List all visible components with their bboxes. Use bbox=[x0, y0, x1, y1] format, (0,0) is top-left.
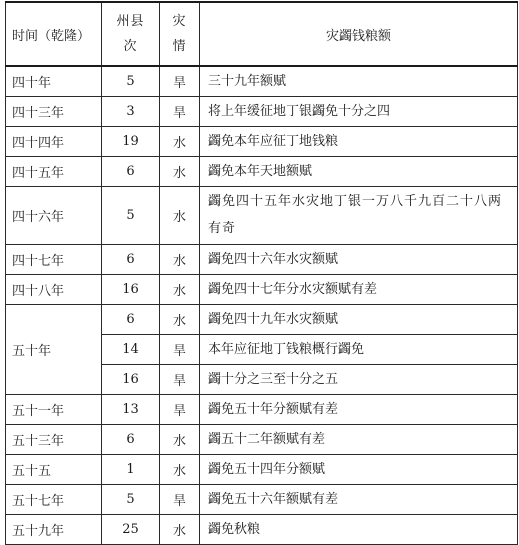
cell-time: 四十三年 bbox=[6, 96, 102, 126]
table-row bbox=[6, 424, 518, 454]
cell-desc: 蠲免五十年分额赋有差 bbox=[200, 394, 518, 424]
cell-time: 五十五 bbox=[6, 454, 102, 484]
cell-type: 旱 bbox=[160, 66, 200, 96]
table-row bbox=[6, 304, 518, 334]
cell-desc: 蠲十分之三至十分之五 bbox=[200, 364, 518, 394]
cell-count: 19 bbox=[102, 126, 160, 156]
cell-count: 6 bbox=[102, 244, 160, 274]
cell-time: 五十七年 bbox=[6, 484, 102, 514]
table-row bbox=[6, 186, 518, 244]
table-row bbox=[6, 96, 518, 126]
table-row bbox=[6, 514, 518, 544]
cell-count: 13 bbox=[102, 394, 160, 424]
cell-desc: 蠲免四十七年分水灾额赋有差 bbox=[200, 274, 518, 304]
cell-time: 四十五年 bbox=[6, 156, 102, 186]
header-county-count bbox=[102, 2, 160, 66]
cell-time: 五十年 bbox=[6, 304, 102, 394]
table-row bbox=[6, 126, 518, 156]
cell-time: 四十七年 bbox=[6, 244, 102, 274]
cell-count: 6 bbox=[102, 156, 160, 186]
cell-type: 旱 bbox=[160, 96, 200, 126]
cell-desc: 将上年缓征地丁银蠲免十分之四 bbox=[200, 96, 518, 126]
cell-count: 16 bbox=[102, 274, 160, 304]
cell-time: 四十年 bbox=[6, 66, 102, 96]
header-disaster-type bbox=[160, 2, 200, 66]
cell-type: 水 bbox=[160, 304, 200, 334]
header-type-line1: 灾 bbox=[172, 14, 187, 29]
cell-desc: 蠲免五十六年额赋有差 bbox=[200, 484, 518, 514]
cell-time: 四十八年 bbox=[6, 274, 102, 304]
cell-desc: 蠲免本年应征丁地钱粮 bbox=[200, 126, 518, 156]
header-time: 时间（乾隆） bbox=[6, 2, 102, 66]
header-count-line2: 次 bbox=[123, 39, 138, 54]
header-relief-amount: 灾蠲钱粮额 bbox=[200, 2, 518, 66]
cell-type: 旱 bbox=[160, 484, 200, 514]
cell-desc: 本年应征地丁钱粮概行蠲免 bbox=[200, 334, 518, 364]
cell-type: 旱 bbox=[160, 334, 200, 364]
cell-count: 14 bbox=[102, 334, 160, 364]
cell-time: 五十三年 bbox=[6, 424, 102, 454]
table-row bbox=[6, 394, 518, 424]
header-type-line2: 情 bbox=[172, 39, 187, 54]
header-row bbox=[6, 2, 518, 66]
table-row bbox=[6, 244, 518, 274]
cell-count: 5 bbox=[102, 484, 160, 514]
cell-count: 3 bbox=[102, 96, 160, 126]
cell-desc: 蠲免本年天地额赋 bbox=[200, 156, 518, 186]
cell-desc: 蠲免五十四年分额赋 bbox=[200, 454, 518, 484]
table-row bbox=[6, 484, 518, 514]
cell-count: 25 bbox=[102, 514, 160, 544]
cell-count: 5 bbox=[102, 186, 160, 244]
table-body bbox=[6, 66, 518, 544]
cell-desc: 蠲免秋粮 bbox=[200, 514, 518, 544]
cell-type: 水 bbox=[160, 454, 200, 484]
cell-type: 水 bbox=[160, 244, 200, 274]
cell-count: 16 bbox=[102, 364, 160, 394]
cell-type: 旱 bbox=[160, 394, 200, 424]
cell-desc: 蠲免四十六年水灾额赋 bbox=[200, 244, 518, 274]
table-row bbox=[6, 274, 518, 304]
cell-count: 1 bbox=[102, 454, 160, 484]
cell-type: 旱 bbox=[160, 364, 200, 394]
cell-type: 水 bbox=[160, 186, 200, 244]
cell-count: 5 bbox=[102, 66, 160, 96]
cell-type: 水 bbox=[160, 424, 200, 454]
relief-table bbox=[5, 1, 518, 545]
cell-desc-line1: 蠲免四十五年水灾地丁银一万八千九百二十八两 bbox=[208, 194, 503, 209]
cell-desc bbox=[200, 186, 518, 244]
cell-desc: 蠲免四十九年水灾额赋 bbox=[200, 304, 518, 334]
cell-time: 五十一年 bbox=[6, 394, 102, 424]
cell-time: 四十四年 bbox=[6, 126, 102, 156]
table-row bbox=[6, 66, 518, 96]
table-row bbox=[6, 156, 518, 186]
cell-count: 6 bbox=[102, 304, 160, 334]
cell-count: 6 bbox=[102, 424, 160, 454]
table-header bbox=[6, 2, 518, 66]
cell-type: 水 bbox=[160, 514, 200, 544]
cell-type: 水 bbox=[160, 274, 200, 304]
cell-type: 水 bbox=[160, 156, 200, 186]
cell-time: 四十六年 bbox=[6, 186, 102, 244]
header-count-line1: 州县 bbox=[116, 14, 145, 29]
cell-time: 五十九年 bbox=[6, 514, 102, 544]
cell-desc-line2: 有奇 bbox=[208, 221, 237, 236]
cell-type: 水 bbox=[160, 126, 200, 156]
cell-desc: 蠲五十二年额赋有差 bbox=[200, 424, 518, 454]
cell-desc: 三十九年额赋 bbox=[200, 66, 518, 96]
table-row bbox=[6, 454, 518, 484]
